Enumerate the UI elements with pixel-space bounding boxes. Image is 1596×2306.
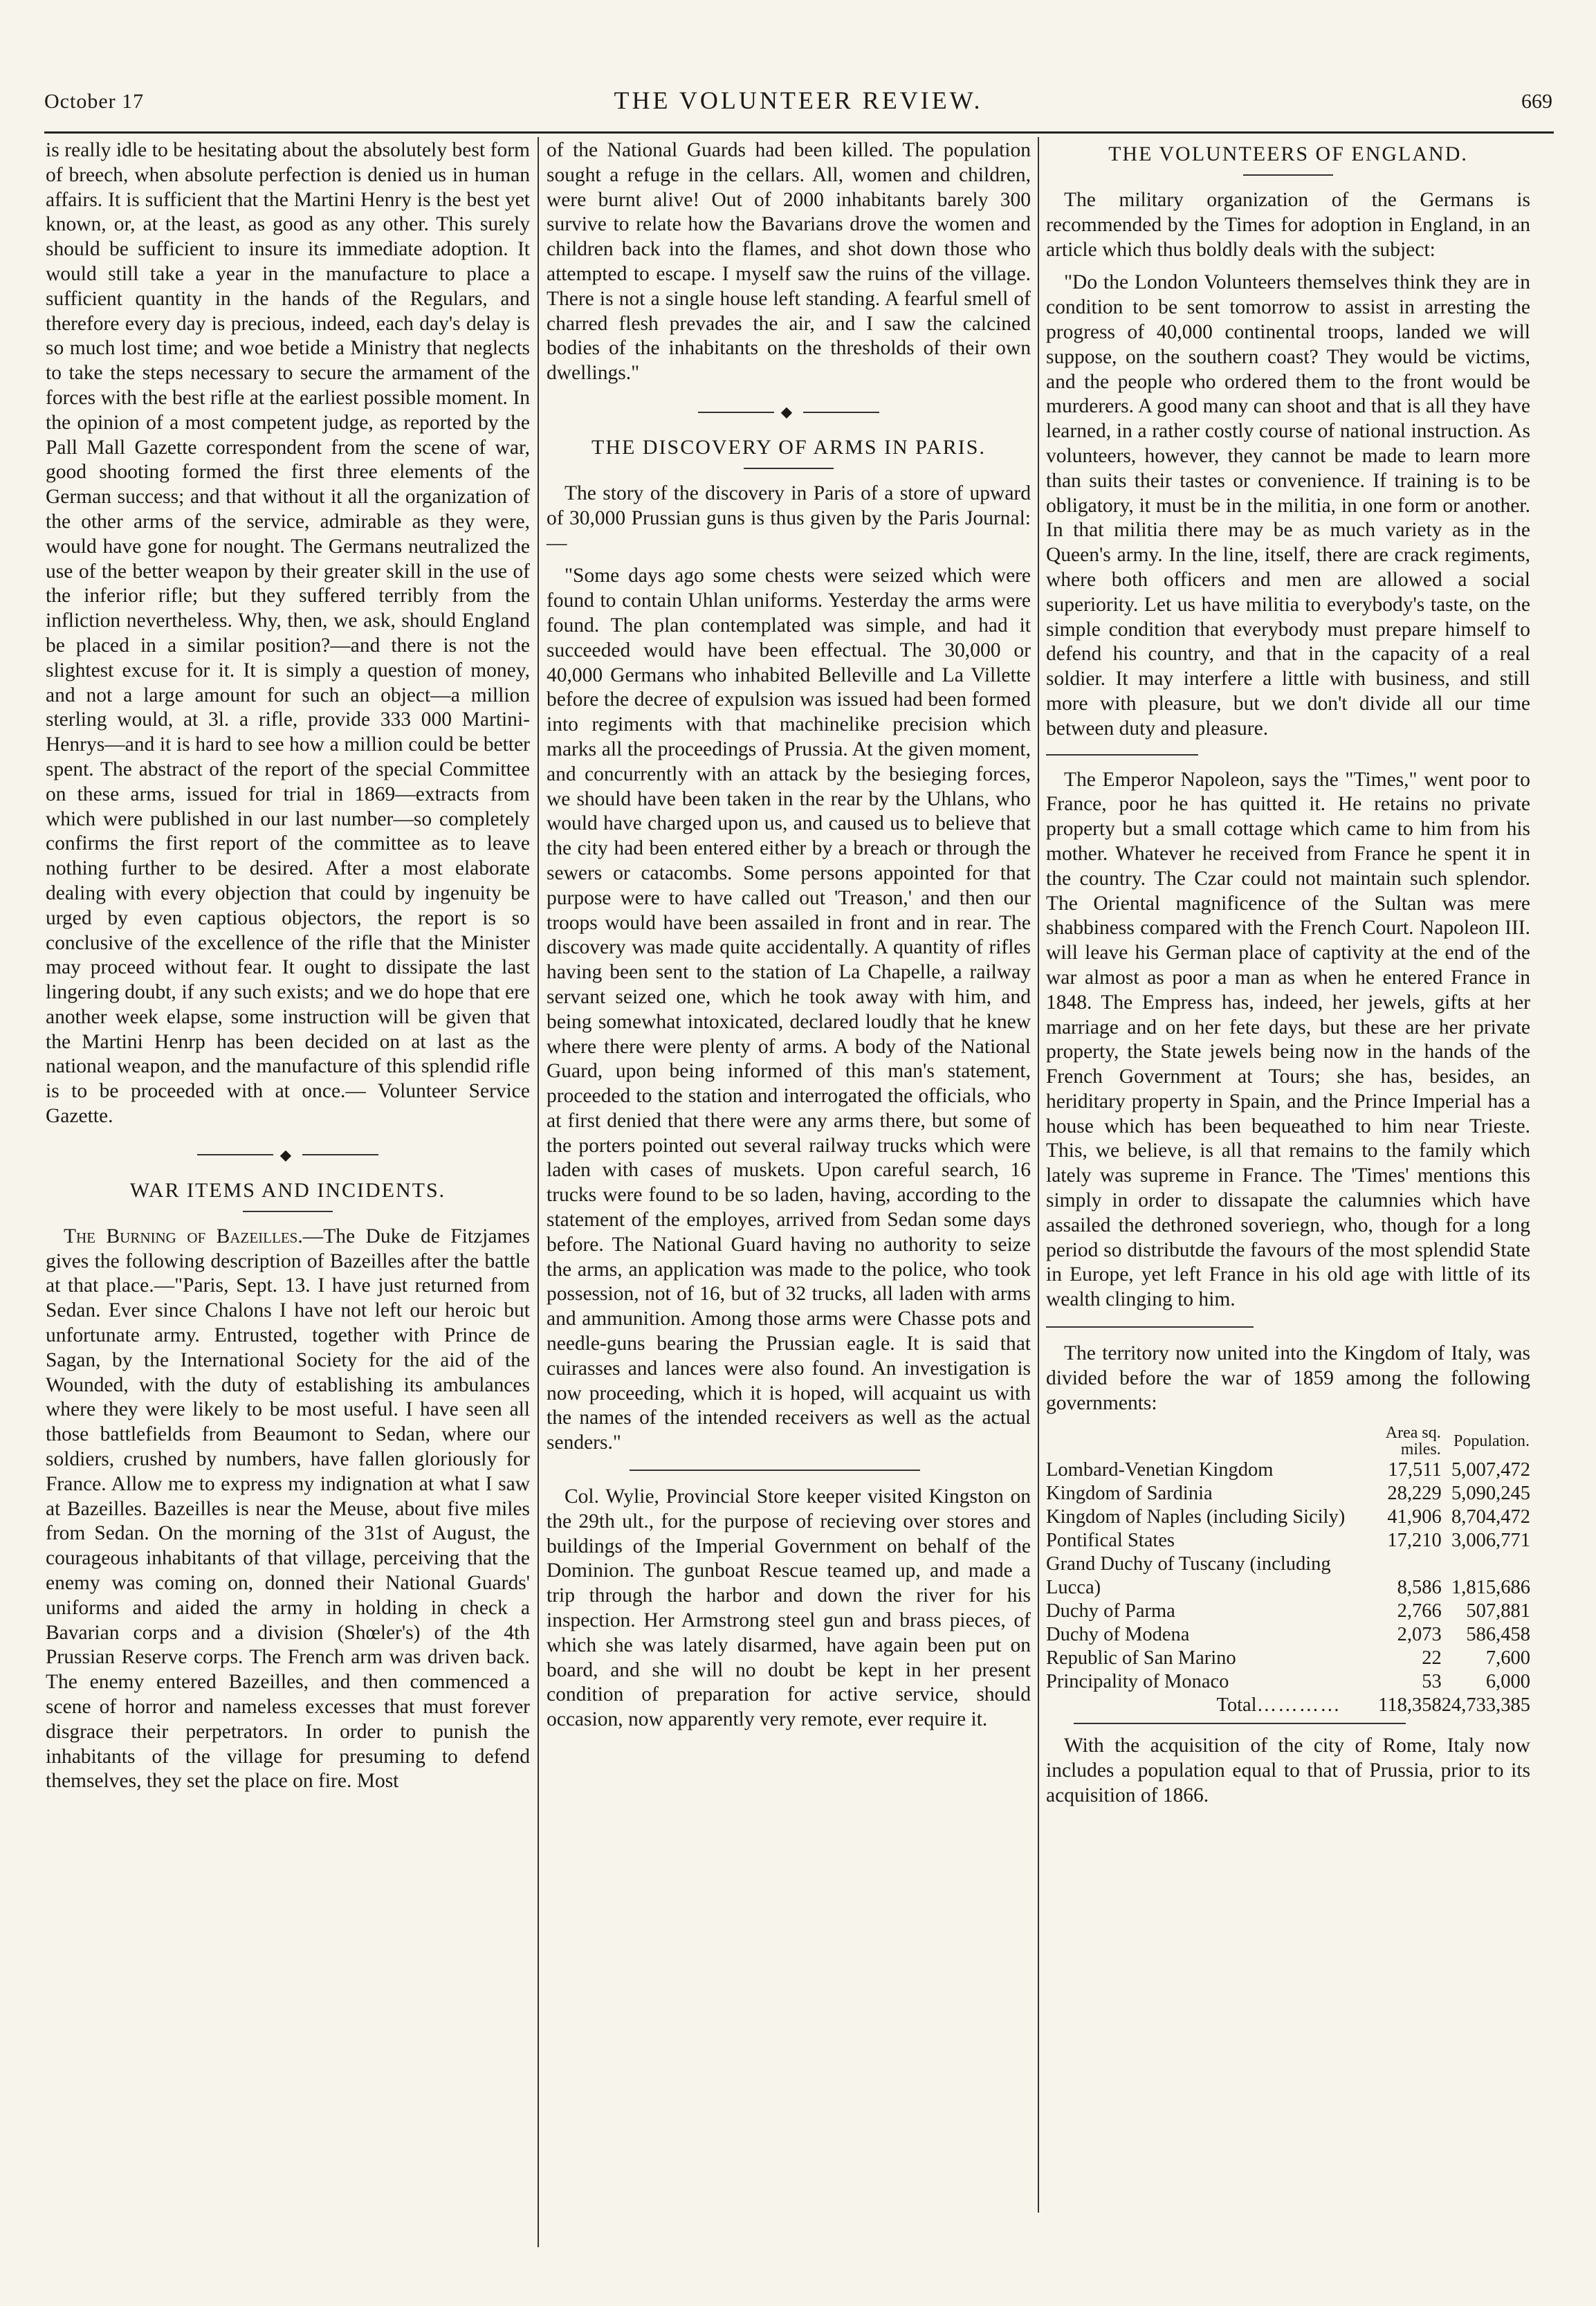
government-name: Pontifical States	[1046, 1530, 1175, 1552]
government-name: Kingdom of Sardinia	[1046, 1483, 1213, 1505]
area-value: 22	[1422, 1647, 1442, 1669]
article-paragraph: "Do the London Volunteers themselves think they are in condition to be sent tomorrow to assist in arresting the progress of 40,000 continental troops, landed we will suppose, on the southern coast? They would be victims, and the people who ordered them to the front would be murderers. A good many can shoot and that is all they have learned, in a rather costly course of national instruction. As volunteers, however, they cannot be made to learn more than suits their tastes or convenience. If training is to be obligatory, it must be in the militia, in one form or another. In that militia there may be as much variety as in the Queen's army. In the line, itself, there are crack regiments, where both officers and men are allowed a social superiority. Let us have militia to everybody's taste, on the simple condition that everybody must prepare himself to defend his country, and that in the capacity of a real soldier. It may interfere a little with business, and still more with pleasure, but we don't divide all our time between duty and pleasure.	[1046, 271, 1530, 740]
area-value: 2,073	[1397, 1624, 1442, 1646]
article-paragraph: of the National Guards had been killed. The population sought a refuge in the cellars. All, women and children, were burnt alive! Out of 2000 inhabitants barely 300 survive to relate how the Bavarians drove the women and children back into the flames, and shot down those who attempted to escape. I myself saw the ruins of the village. There is not a single house left standing. A fearful smell of charred flesh prevades the air, and I saw the calcined bodies of the inhabitants on the thresholds of their own dwellings."	[547, 139, 1031, 385]
government-name: Republic of San Marino	[1046, 1647, 1236, 1669]
title-rule	[744, 468, 834, 469]
article-separator	[1046, 1326, 1254, 1328]
section-ornament: ◆	[46, 1143, 530, 1165]
italy-governments-table	[1046, 1424, 1530, 1717]
column-middle	[547, 138, 1031, 1741]
population-value: 586,458	[1466, 1624, 1530, 1646]
article-paragraph: is really idle to be hesitating about the absolutely best form of breech, when absolute perfection is denied us in human affairs. It is sufficient that the Martini Henry is the best yet known, or, at the least, as good as any other. This surely should be sufficient to insure its immediate adoption. It would still take a year in the manufacture to place a sufficient quantity in the hands of the Regulars, and therefore every day is precious, indeed, each day's delay is so much lost time; and woe betide a Ministry that neglects to take the steps necessary to secure the armament of the forces with the best rifle at the earliest possible moment. In the opinion of a most competent judge, as reported by the Pall Mall Gazette correspondent from the scene of war, good shooting formed the first three elements of the German success; and that without it all the organization of the other arms of the service, admirable as they were, would have gone for nought. The Germans neutralized the use of the better weapon by their greater skill in the use of the inferior rifle; but they suffered terribly from the infliction nevertheless. Why, then, we ask, should England be placed in a similar position?—and there is not the slightest excuse for it. It is simply a question of money, and not a large amount for such an object—a million sterling would, at 3l. a rifle, provide 333 000 Martini-Henrys—and it is hard to see how a million could be better spent. The abstract of the report of the special Committee on these arms, issued for trial in 1869—extracts from which were published in our last number—so completely confirms the first report of the committee as to leave nothing further to be desired. After a most elaborate dealing with every objection that could by ingenuity be urged by even captious objectors, the report is so conclusive of the excellence of the rifle that the Minister may proceed without fear. It ought to dissipate the last lingering doubt, if any such exists; and we do hope that ere another week elapse, some instruction will be given that the Martini Henrp has been decided on at last as the national weapon, and the manufacture of this splendid rifle is to be proceeded with at once.— Volunteer Service Gazette.	[46, 139, 530, 1128]
government-name: Duchy of Parma	[1046, 1600, 1175, 1622]
population-value: 5,007,472	[1451, 1459, 1530, 1481]
government-name: Principality of Monaco	[1046, 1671, 1229, 1693]
table-row	[1046, 1458, 1530, 1482]
table-row	[1046, 1670, 1530, 1694]
article-paragraph: "Some days ago some chests were seized which were found to contain Uhlan uniforms. Yesterday the arms were found. The plan contemplated was simple, and had it succeeded would have been effectual. The 30,000 or 40,000 Germans who inhabited Belleville and La Villette before the decree of expulsion was issued had been formed into regiments with that machinelike precision which marks all the proceedings of Prussia. At the given moment, and concurrently with an attack by the besieging forces, we should have been taken in the rear by the Uhlans, who would have charged upon us, and caused us to believe that the city had been entered either by a breach or through the sewers or catacombs. Some persons appointed for that purpose were to have called out 'Treason,' and then our troops would have been assailed in front and in rear. The discovery was made quite accidentally. A quantity of rifles having been sent to the station of La Chapelle, a railway servant seized one, which he took away with him, and being somewhat intoxicated, declared loudly that he knew where there were plenty of arms. A body of the National Guard, upon being informed of this man's statement, proceeded to the station and interrogated the officials, who at first denied that there were any arms there, but some of the porters pointed out several railway trucks which were laden with cases of muskets. Upon careful search, 16 trucks were found to be so laden, having, according to the statement of the employes, arrived from Sedan some days before. The National Guard having no authority to seize the arms, an application was made to the police, who took possession, not of 16, but of 32 trucks, all laden with arms and ammunition. Among those arms were Chasse pots and needle-guns bearing the Prussian eagle. It is said that cuirasses and lances were also found. An investigation is now proceeding, which it is hoped, will acquaint us with the names of the intended receivers as well as the actual senders."	[547, 565, 1031, 1454]
area-value: 41,906	[1387, 1506, 1442, 1528]
table-header-area: Area sq. miles.	[1385, 1424, 1441, 1459]
page-number: 669	[1521, 90, 1552, 113]
publication-title: THE VOLUNTEER REVIEW.	[614, 86, 983, 114]
article-separator	[1046, 754, 1198, 756]
column-divider	[1038, 137, 1039, 2213]
area-value: 17,210	[1387, 1530, 1442, 1552]
column-divider	[538, 137, 539, 2247]
section-title: THE DISCOVERY OF ARMS IN PARIS.	[591, 435, 986, 459]
table-header-population: Population.	[1453, 1432, 1530, 1451]
population-value: 6,000	[1485, 1671, 1530, 1693]
issue-date: October 17	[44, 90, 145, 113]
column-left	[46, 138, 530, 1802]
table-row	[1046, 1506, 1530, 1529]
table-row	[1046, 1623, 1530, 1647]
article-paragraph: The Emperor Napoleon, says the "Times," went poor to France, poor he has quitted it. He retains no private property but a small cottage which came to him from his mother. Whatever he received from France he spent it in the country. The Czar could not maintain such splendor. The Oriental magnificence of the Sultan was mere shabbiness compared with the French Court. Napoleon III. will leave his German place of captivity at the end of the war almost as poor a man as when he entered France in 1848. The Empress has, indeed, her jewels, gifts at her marriage and on her fete days, but these are her private property, the State jewels being now in the hands of the French Government at Tours; she has, besides, an heriditary property in Spain, and the Prince Imperial has a house which has been bequeathed to him near Trieste. This, we believe, is all that remains to the family which lately was supreme in France. The 'Times' mentions this simply in order to dissapate the calumnies which have assailed the dethroned soveriegn, who, though for a long period so distributde the favours of the most splendid State in Europe, yet left France in his old age with little of its wealth clinging to him.	[1046, 768, 1530, 1311]
article-paragraph: The military organization of the Germans is recommended by the Times for adoption in England, in an article which thus boldly deals with the subject:	[1046, 189, 1530, 261]
title-rule	[1243, 174, 1333, 176]
population-value: 7,600	[1485, 1647, 1530, 1669]
total-population: 24,733,385	[1441, 1694, 1530, 1717]
column-right	[1046, 138, 1530, 1817]
area-value: 8,586	[1397, 1577, 1442, 1599]
government-name: Kingdom of Naples (including Sicily)	[1046, 1506, 1346, 1528]
section-ornament: ◆	[547, 400, 1031, 422]
article-paragraph: The Burning of Bazeilles.—The Duke de Fitzjames gives the following description of Bazeilles after the battle at that place.—"Paris, Sept. 13. I have just returned from Sedan. Ever since Chalons I have not left our heroic but unfortunate army. Entrusted, together with Prince de Sagan, by the International Society for the aid of the Wounded, with the duty of establishing its ambulances where they were likely to be most useful. I have seen all those battlefields from Beaumont to Sedan, where our soldiers, crushed by numbers, have fallen gloriously for France. Allow me to express my indignation at what I saw at Bazeilles. Bazeilles is near the Meuse, about five miles from Sedan. On the morning of the 31st of August, the courageous inhabitants of that village, perceiving that the enemy was coming on, donned their National Guards' uniforms and aided the army in holding in check a Bavarian corps and a division (Shœler's) of the 4th Prussian Reserve corps. The French arm was driven back. The enemy entered Bazeilles, and then commenced a scene of horror and nameless excesses that must forever disgrace their perpetrators. In order to punish the inhabitants of the village for presuming to defend themselves, they set the place on fire. Most	[46, 1225, 530, 1793]
area-value: 53	[1422, 1671, 1442, 1693]
table-row	[1046, 1600, 1530, 1623]
table-row	[1046, 1553, 1530, 1600]
table-row	[1046, 1482, 1530, 1506]
population-value: 8,704,472	[1451, 1506, 1530, 1528]
title-rule	[243, 1211, 333, 1212]
population-value: 5,090,245	[1451, 1483, 1530, 1505]
population-value: 507,881	[1466, 1600, 1530, 1622]
table-row	[1046, 1529, 1530, 1553]
total-label: Total…………	[1216, 1694, 1341, 1717]
area-value: 2,766	[1397, 1600, 1442, 1622]
page-header	[44, 86, 1552, 127]
section-title: THE VOLUNTEERS OF ENGLAND.	[1108, 143, 1468, 165]
government-name: Grand Duchy of Tuscany (including Lucca)	[1046, 1553, 1331, 1599]
table-row	[1046, 1647, 1530, 1670]
area-value: 17,511	[1388, 1459, 1442, 1481]
header-rule	[44, 131, 1554, 134]
article-separator	[630, 1470, 920, 1471]
table-total-row	[1046, 1694, 1530, 1717]
article-paragraph: With the acquisition of the city of Rome, Italy now includes a population equal to that of Prussia, prior to its acquisition of 1866.	[1046, 1735, 1530, 1807]
government-name: Lombard-Venetian Kingdom	[1046, 1459, 1274, 1481]
article-paragraph: The story of the discovery in Paris of a store of upward of 30,000 Prussian guns is thus given by the Paris Journal:—	[547, 482, 1031, 554]
government-name: Duchy of Modena	[1046, 1624, 1190, 1646]
article-lead: The Burning of Bazeilles.	[64, 1225, 303, 1247]
population-value: 3,006,771	[1451, 1530, 1530, 1552]
section-title: WAR ITEMS AND INCIDENTS.	[129, 1178, 446, 1202]
population-value: 1,815,686	[1451, 1577, 1530, 1599]
article-paragraph: The territory now united into the Kingdom of Italy, was divided before the war of 1859 among the following governments:	[1046, 1342, 1530, 1414]
area-value: 28,229	[1387, 1483, 1442, 1505]
table-rule	[1074, 1723, 1406, 1724]
total-area: 118,358	[1378, 1694, 1442, 1717]
article-paragraph: Col. Wylie, Provincial Store keeper visited Kingston on the 29th ult., for the purpose of recieving over stores and buildings of the Imperial Government on behalf of the Dominion. The gunboat Rescue teamed up, and made a trip through the harbor and down the river for his inspection. Her Armstrong steel gun and brass pieces, of which she was lately disarmed, have again been put on board, and she will no doubt be kept in her present condition of preparation for active service, should occasion, now apparently very remote, ever require it.	[547, 1485, 1031, 1731]
